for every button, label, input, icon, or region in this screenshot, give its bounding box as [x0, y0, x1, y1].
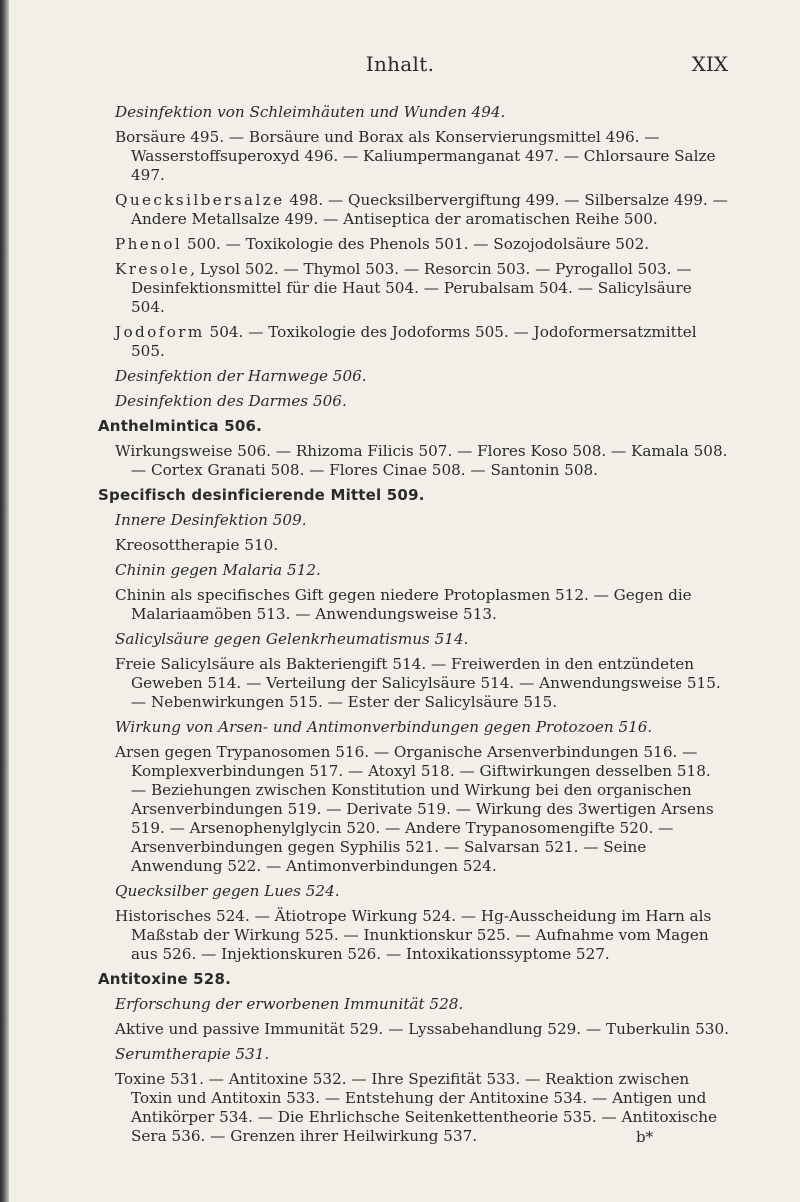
- toc-entry: Arsen gegen Trypanosomen 516. — Organische Arsenverbindungen 516. — Komplexverbindungen 517. — Atoxyl 518. — Giftwirkungen desselben 518. — Beziehungen zwischen Konstitution und Wirkung bei den organischen Arsenverbindungen 519. — Derivate 519. — Wirkung des 3wertigen Arsens 519. — Arsenophenylglycin 520. — Andere Trypanosomengifte 520. — Arsenverbindungen gegen Syphilis 521. — Salvarsan 521. — Seine Anwendung 522. — Antimonverbindungen 524.: [115, 743, 714, 875]
- subsection-heading: Innere Desinfektion 509.: [115, 511, 307, 529]
- table-of-contents: [98, 103, 730, 1152]
- toc-entry: Borsäure 495. — Borsäure und Borax als Konservierungsmittel 496. — Wasserstoffsuperoxyd 496. — Kaliumpermanganat 497. — Chlorsaure Salze 497.: [115, 128, 716, 184]
- toc-entry: [115, 323, 730, 361]
- toc-entry: Wirkungsweise 506. — Rhizoma Filicis 507. — Flores Koso 508. — Kamala 508. — Cortex Granati 508. — Flores Cinae 508. — Santonin 508.: [115, 442, 728, 479]
- subsection-heading: Chinin gegen Malaria 512.: [115, 561, 321, 579]
- toc-entry: Aktive und passive Immunität 529. — Lyssabehandlung 529. — Tuberkulin 530.: [115, 1020, 729, 1038]
- subsection-heading: Erforschung der erworbenen Immunität 528.: [115, 995, 464, 1013]
- entry-lead-term: Phenol: [115, 235, 183, 253]
- section-heading: Antitoxine 528.: [98, 970, 231, 988]
- book-spine-edge: [0, 0, 9, 1202]
- section-heading: Specifisch desinficierende Mittel 509.: [98, 486, 425, 504]
- entry-text: 504. — Toxikologie des Jodoforms 505. — Jodoformersatzmittel 505.: [131, 323, 697, 360]
- toc-entry: [115, 191, 730, 229]
- page-header: [0, 52, 800, 84]
- entry-text: 498. — Quecksilbervergiftung 499. — Silbersalze 499. — Andere Metallsalze 499. — Antiseptica der aromatischen Reihe 500.: [131, 191, 728, 228]
- subsection-heading: Wirkung von Arsen- und Antimonverbindungen gegen Protozoen 516.: [115, 718, 653, 736]
- entry-text: 500. — Toxikologie des Phenols 501. — Sozojodolsäure 502.: [182, 235, 650, 253]
- toc-entry: Kreosottherapie 510.: [115, 536, 279, 554]
- entry-lead-term: Jodoform: [115, 323, 205, 341]
- toc-entry: [115, 260, 730, 317]
- signature-mark: b*: [636, 1128, 654, 1146]
- section-heading: Anthelmintica 506.: [98, 417, 263, 435]
- toc-entry: [115, 235, 730, 254]
- toc-entry: Historisches 524. — Ätiotrope Wirkung 524. — Hg-Ausscheidung im Harn als Maßstab der Wirkung 525. — Inunktionskur 525. — Aufnahme vom Magen aus 526. — Injektionskuren 526. — Intoxikationssyptome 527.: [115, 907, 712, 963]
- toc-entry: Chinin als specifisches Gift gegen niedere Protoplasmen 512. — Gegen die Malariaamöben 513. — Anwendungsweise 513.: [115, 586, 692, 623]
- page-title: Inhalt.: [365, 52, 435, 76]
- page-number: XIX: [691, 52, 728, 76]
- subsection-heading: Serumtherapie 531.: [115, 1045, 270, 1063]
- toc-entry: Toxine 531. — Antitoxine 532. — Ihre Spezifität 533. — Reaktion zwischen Toxin und Antitoxin 533. — Entstehung der Antitoxine 534. — Antigen und Antikörper 534. — Die Ehrlichsche Seitenkettentheorie 535. — Antitoxische Sera 536. — Grenzen ihrer Heilwirkung 537.: [115, 1070, 717, 1145]
- subsection-heading: Desinfektion von Schleimhäuten und Wunden 494.: [115, 103, 506, 121]
- subsection-heading: Desinfektion des Darmes 506.: [115, 392, 347, 410]
- entry-lead-term: Kresole: [115, 260, 191, 278]
- subsection-heading: Desinfektion der Harnwege 506.: [115, 367, 367, 385]
- entry-lead-term: Quecksilbersalze: [115, 191, 285, 209]
- subsection-heading: Quecksilber gegen Lues 524.: [115, 882, 340, 900]
- toc-entry: Freie Salicylsäure als Bakteriengift 514. — Freiwerden in den entzündeten Geweben 514. — Verteilung der Salicylsäure 514. — Anwendungsweise 515. — Nebenwirkungen 515. — Ester der Salicylsäure 515.: [115, 655, 721, 711]
- subsection-heading: Salicylsäure gegen Gelenkrheumatismus 514.: [115, 630, 469, 648]
- entry-text: , Lysol 502. — Thymol 503. — Resorcin 503. — Pyrogallol 503. — Desinfektionsmittel für die Haut 504. — Perubalsam 504. — Salicylsäure 504.: [131, 260, 692, 316]
